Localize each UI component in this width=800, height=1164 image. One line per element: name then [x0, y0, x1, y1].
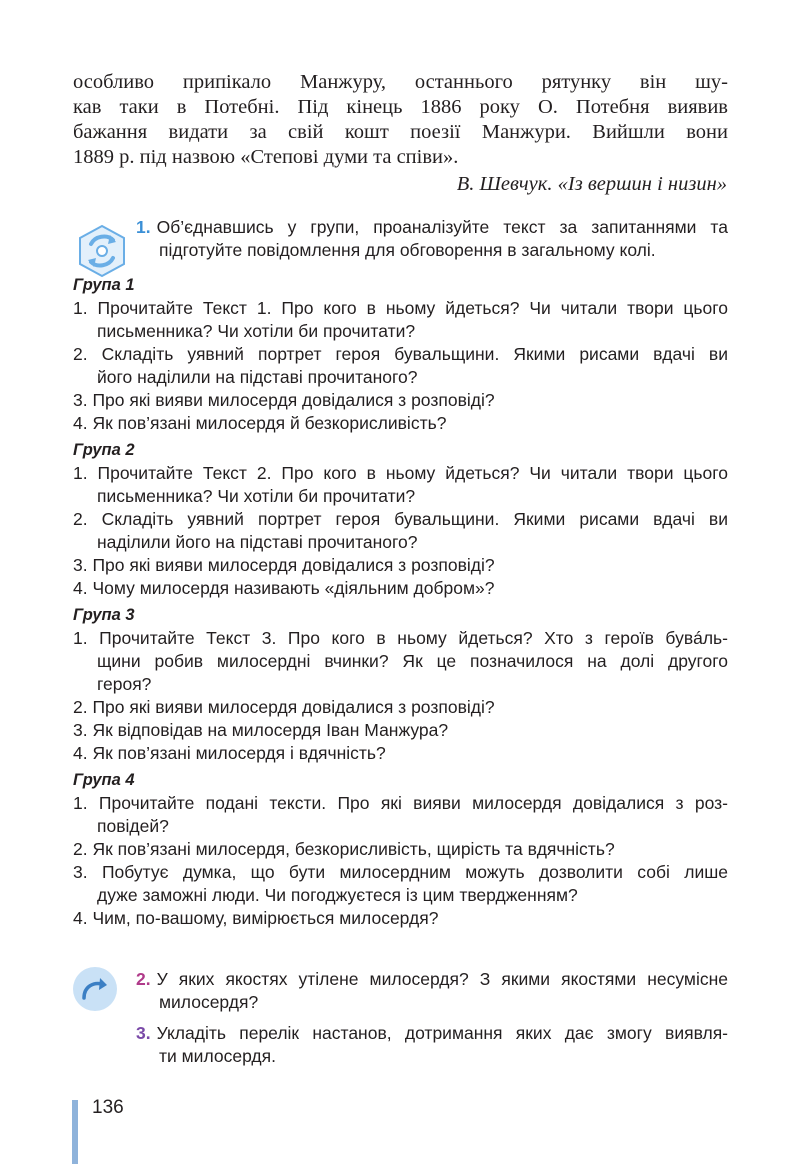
question-line: героя? — [97, 674, 152, 694]
task-2-number: 2. — [136, 969, 151, 989]
question-line: 3. Про які вияви милосердя довідалися з розповіді? — [73, 390, 495, 410]
question-line: 4. Чим, по-вашому, вимірюється милосердя? — [73, 908, 439, 928]
question — [73, 508, 728, 554]
group-title: Група 4 — [73, 771, 135, 789]
task-1-text: Об’єднавшись у групи, проаналізуйте текст за запитаннями та — [156, 217, 728, 237]
task-3-line: ти милосердя. — [159, 1046, 276, 1066]
question — [73, 719, 728, 742]
task-2-line: милосердя? — [159, 992, 259, 1012]
question-line: 4. Чому милосердя називають «діяльним добром»? — [73, 578, 495, 598]
question-line: повідей? — [97, 816, 169, 836]
page-margin-bar — [72, 1100, 78, 1164]
question — [73, 907, 728, 930]
question-line: письменника? Чи хотіли би прочитати? — [97, 486, 416, 506]
group-title: Група 1 — [73, 276, 135, 294]
task-3-line — [136, 1022, 728, 1045]
question-line: щини робив милосердні вчинки? Як це позначилося на долі другого — [97, 651, 728, 671]
task-2 — [136, 968, 728, 1014]
question-line: 2. Про які вияви милосердя довідалися з розповіді? — [73, 697, 495, 717]
question-line: 3. Побутує думка, що бути милосердним можуть дозволити собі лише — [73, 862, 728, 882]
task-1 — [136, 216, 728, 262]
question — [73, 627, 728, 696]
task-1-number: 1. — [136, 217, 151, 237]
task-3-text: Укладіть перелік настанов, дотримання яких дає змогу виявля- — [156, 1023, 728, 1043]
question-line: 1. Прочитайте подані тексти. Про які вияви милосердя довідалися з роз- — [73, 793, 728, 813]
question-line: 4. Як пов’язані милосердя і вдячність? — [73, 743, 386, 763]
source-citation: В. Шевчук. «Із вершин і низин» — [456, 173, 727, 195]
question — [73, 343, 728, 389]
question — [73, 462, 728, 508]
question-line: 1. Прочитайте Текст 3. Про кого в ньому йдеться? Хто з героїв бувáль- — [73, 628, 728, 648]
question — [73, 554, 728, 577]
question-line: 1. Прочитайте Текст 2. Про кого в ньому йдеться? Чи читали твори цього — [73, 463, 728, 483]
question — [73, 792, 728, 838]
question-line: 3. Як відповідав на милосердя Іван Манжура? — [73, 720, 449, 740]
task-3 — [136, 1022, 728, 1068]
group-title: Група 2 — [73, 441, 135, 459]
question — [73, 838, 728, 861]
intro-line: бажання видати за свій кошт поезії Манжури. Вийшли вони — [73, 121, 728, 143]
question-line: дуже заможні люди. Чи погоджуєтеся із цим твердженням? — [97, 885, 578, 905]
intro-paragraph — [73, 70, 728, 170]
groups-section — [73, 270, 728, 930]
question — [73, 577, 728, 600]
question — [73, 696, 728, 719]
intro-line: кав таки в Потебні. Під кінець 1886 року О. Потебня виявив — [73, 96, 728, 118]
question — [73, 861, 728, 907]
group-title: Група 3 — [73, 606, 135, 624]
task-3-number: 3. — [136, 1023, 151, 1043]
question-line: 2. Складіть уявний портрет героя бувальщини. Якими рисами вдачі ви — [73, 509, 728, 529]
task-2-text: У яких якостях утілене милосердя? З якими якостями несумісне — [156, 969, 728, 989]
question-line: 3. Про які вияви милосердя довідалися з розповіді? — [73, 555, 495, 575]
task-1-line — [136, 216, 728, 239]
question — [73, 297, 728, 343]
intro-line: особливо припікало Манжуру, останнього рятунку він шу- — [73, 71, 728, 93]
intro-line: 1889 р. під назвою «Степові думи та співи». — [73, 146, 459, 168]
question-line: наділили його на підставі прочитаного? — [97, 532, 418, 552]
question-line: письменника? Чи хотіли би прочитати? — [97, 321, 416, 341]
question-line: 4. Як пов’язані милосердя й безкорисливість? — [73, 413, 447, 433]
page-number: 136 — [92, 1097, 124, 1118]
question — [73, 742, 728, 765]
question — [73, 412, 728, 435]
arrow-icon — [72, 966, 118, 1012]
question-line: 2. Як пов’язані милосердя, безкорисливість, щирість та вдячність? — [73, 839, 615, 859]
question-line: 1. Прочитайте Текст 1. Про кого в ньому йдеться? Чи читали твори цього — [73, 298, 728, 318]
question-line: 2. Складіть уявний портрет героя бувальщини. Якими рисами вдачі ви — [73, 344, 728, 364]
question-line: його наділили на підставі прочитаного? — [97, 367, 418, 387]
task-2-line — [136, 968, 728, 991]
task-1-line: підготуйте повідомлення для обговорення в загальному колі. — [159, 240, 656, 260]
question — [73, 389, 728, 412]
